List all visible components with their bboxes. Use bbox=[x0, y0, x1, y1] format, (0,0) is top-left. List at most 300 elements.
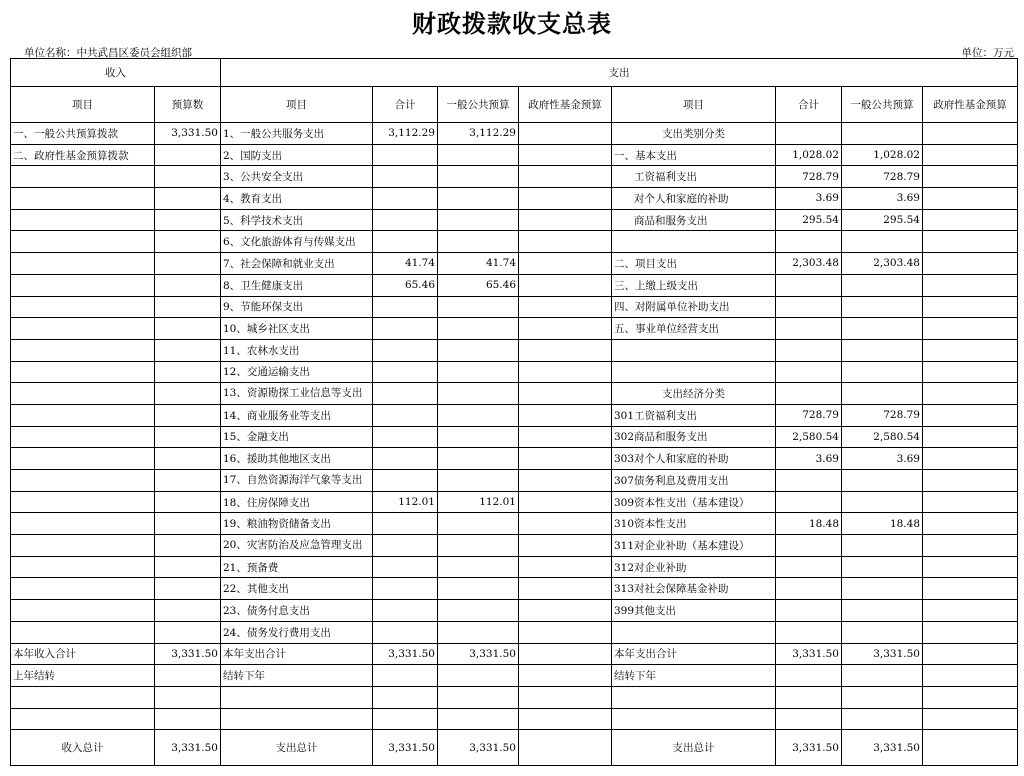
table-cell bbox=[438, 686, 519, 708]
table-cell bbox=[155, 470, 221, 492]
table-cell: 41.74 bbox=[373, 253, 438, 275]
table-cell: 7、社会保障和就业支出 bbox=[221, 253, 373, 275]
table-cell: 3,331.50 bbox=[842, 730, 923, 766]
table-cell bbox=[155, 144, 221, 166]
table-cell bbox=[923, 318, 1018, 340]
table-cell: 二、政府性基金预算拨款 bbox=[11, 144, 155, 166]
table-row bbox=[11, 318, 1018, 340]
table-cell bbox=[11, 253, 155, 275]
table-cell bbox=[842, 686, 923, 708]
table-cell bbox=[923, 730, 1018, 766]
table-cell bbox=[438, 513, 519, 535]
table-cell bbox=[923, 144, 1018, 166]
table-row bbox=[11, 491, 1018, 513]
table-cell bbox=[373, 361, 438, 383]
table-cell bbox=[155, 686, 221, 708]
table-cell bbox=[923, 643, 1018, 665]
table-cell bbox=[438, 600, 519, 622]
table-cell bbox=[923, 535, 1018, 557]
table-row bbox=[11, 730, 1018, 766]
table-cell bbox=[155, 383, 221, 405]
table-cell bbox=[438, 231, 519, 253]
col-header-category-total: 合计 bbox=[776, 87, 842, 123]
table-cell bbox=[519, 253, 612, 275]
table-cell bbox=[155, 556, 221, 578]
table-cell bbox=[438, 621, 519, 643]
table-row bbox=[11, 578, 1018, 600]
table-cell: 19、粮油物资储备支出 bbox=[221, 513, 373, 535]
table-cell: 2,580.54 bbox=[776, 426, 842, 448]
table-cell bbox=[776, 600, 842, 622]
table-cell: 结转下年 bbox=[221, 665, 373, 687]
table-cell bbox=[155, 361, 221, 383]
table-cell: 12、交通运输支出 bbox=[221, 361, 373, 383]
table-cell bbox=[923, 361, 1018, 383]
table-row bbox=[11, 123, 1018, 145]
table-cell: 312对企业补助 bbox=[612, 556, 776, 578]
table-cell bbox=[842, 470, 923, 492]
table-cell bbox=[519, 578, 612, 600]
table-cell bbox=[923, 621, 1018, 643]
table-row bbox=[11, 556, 1018, 578]
table-cell: 307债务利息及费用支出 bbox=[612, 470, 776, 492]
table-cell: 3,331.50 bbox=[438, 643, 519, 665]
table-cell bbox=[612, 708, 776, 730]
table-cell bbox=[11, 188, 155, 210]
table-cell bbox=[519, 426, 612, 448]
table-cell bbox=[842, 578, 923, 600]
col-header-category-general: 一般公共预算 bbox=[842, 87, 923, 123]
table-cell bbox=[373, 296, 438, 318]
table-row bbox=[11, 448, 1018, 470]
table-cell bbox=[11, 383, 155, 405]
table-cell: 支出类别分类 bbox=[612, 123, 776, 145]
table-cell bbox=[519, 491, 612, 513]
table-cell bbox=[923, 339, 1018, 361]
table-cell: 3,112.29 bbox=[438, 123, 519, 145]
table-cell: 工资福利支出 bbox=[612, 166, 776, 188]
table-cell bbox=[519, 274, 612, 296]
col-header-category-item: 项目 bbox=[612, 87, 776, 123]
table-cell: 3,331.50 bbox=[155, 730, 221, 766]
expense-header: 支出 bbox=[221, 59, 1018, 87]
table-cell: 301工资福利支出 bbox=[612, 404, 776, 426]
table-cell bbox=[519, 361, 612, 383]
table-cell bbox=[11, 361, 155, 383]
table-cell bbox=[923, 686, 1018, 708]
table-cell bbox=[11, 513, 155, 535]
table-cell bbox=[155, 513, 221, 535]
page-title: 财政拨款收支总表 bbox=[412, 9, 612, 38]
table-cell: 5、科学技术支出 bbox=[221, 209, 373, 231]
table-cell bbox=[11, 404, 155, 426]
table-cell bbox=[11, 600, 155, 622]
table-cell bbox=[776, 665, 842, 687]
table-cell bbox=[776, 686, 842, 708]
table-row bbox=[11, 253, 1018, 275]
table-cell bbox=[842, 665, 923, 687]
table-row bbox=[11, 621, 1018, 643]
table-cell bbox=[373, 209, 438, 231]
table-cell: 3.69 bbox=[776, 188, 842, 210]
table-row bbox=[11, 274, 1018, 296]
table-cell bbox=[373, 339, 438, 361]
table-cell: 支出总计 bbox=[612, 730, 776, 766]
table-cell: 15、金融支出 bbox=[221, 426, 373, 448]
table-cell bbox=[842, 339, 923, 361]
col-header-income-item: 项目 bbox=[11, 87, 155, 123]
table-cell bbox=[438, 448, 519, 470]
table-cell bbox=[519, 621, 612, 643]
table-cell bbox=[438, 383, 519, 405]
table-row bbox=[11, 426, 1018, 448]
table-cell: 2、国防支出 bbox=[221, 144, 373, 166]
table-cell bbox=[519, 665, 612, 687]
table-row bbox=[11, 600, 1018, 622]
table-cell bbox=[519, 339, 612, 361]
table-row bbox=[11, 470, 1018, 492]
table-cell: 24、债务发行费用支出 bbox=[221, 621, 373, 643]
table-cell: 310资本性支出 bbox=[612, 513, 776, 535]
table-cell bbox=[438, 188, 519, 210]
table-cell: 4、教育支出 bbox=[221, 188, 373, 210]
table-cell bbox=[519, 144, 612, 166]
table-cell: 728.79 bbox=[776, 166, 842, 188]
table-cell bbox=[373, 513, 438, 535]
table-cell bbox=[11, 491, 155, 513]
table-cell bbox=[612, 686, 776, 708]
table-cell bbox=[776, 708, 842, 730]
table-cell bbox=[373, 665, 438, 687]
table-cell bbox=[923, 600, 1018, 622]
table-cell bbox=[923, 556, 1018, 578]
table-cell bbox=[11, 621, 155, 643]
table-cell: 303对个人和家庭的补助 bbox=[612, 448, 776, 470]
table-cell bbox=[11, 318, 155, 340]
table-cell bbox=[155, 448, 221, 470]
table-cell bbox=[842, 296, 923, 318]
table-cell bbox=[155, 253, 221, 275]
header-row-2 bbox=[11, 87, 1018, 123]
table-cell bbox=[11, 686, 155, 708]
table-row bbox=[11, 686, 1018, 708]
table-cell bbox=[11, 556, 155, 578]
table-cell bbox=[842, 621, 923, 643]
table-cell: 112.01 bbox=[373, 491, 438, 513]
unit-label: 单位：万元 bbox=[961, 47, 1014, 59]
table-cell bbox=[373, 231, 438, 253]
table-cell bbox=[923, 665, 1018, 687]
table-cell bbox=[923, 209, 1018, 231]
table-cell bbox=[373, 144, 438, 166]
table-cell bbox=[155, 318, 221, 340]
table-cell: 3,331.50 bbox=[155, 123, 221, 145]
table-cell bbox=[519, 296, 612, 318]
table-cell bbox=[519, 708, 612, 730]
table-cell bbox=[612, 339, 776, 361]
table-cell bbox=[842, 361, 923, 383]
table-cell bbox=[842, 274, 923, 296]
table-cell bbox=[923, 296, 1018, 318]
table-cell: 20、灾害防治及应急管理支出 bbox=[221, 535, 373, 557]
table-cell: 18、住房保障支出 bbox=[221, 491, 373, 513]
col-header-total: 合计 bbox=[373, 87, 438, 123]
table-cell bbox=[11, 448, 155, 470]
table-cell bbox=[519, 231, 612, 253]
table-cell: 295.54 bbox=[842, 209, 923, 231]
table-cell bbox=[842, 600, 923, 622]
table-cell bbox=[373, 318, 438, 340]
table-row bbox=[11, 166, 1018, 188]
table-cell: 五、事业单位经营支出 bbox=[612, 318, 776, 340]
table-cell bbox=[11, 274, 155, 296]
income-header: 收入 bbox=[11, 59, 221, 87]
table-cell: 309资本性支出（基本建设） bbox=[612, 491, 776, 513]
table-cell bbox=[155, 296, 221, 318]
table-cell: 本年支出合计 bbox=[612, 643, 776, 665]
table-cell bbox=[438, 166, 519, 188]
table-cell bbox=[438, 404, 519, 426]
table-cell bbox=[373, 448, 438, 470]
table-row bbox=[11, 708, 1018, 730]
table-row bbox=[11, 361, 1018, 383]
table-cell bbox=[155, 491, 221, 513]
table-cell bbox=[373, 708, 438, 730]
col-header-budget: 预算数 bbox=[155, 87, 221, 123]
table-cell: 112.01 bbox=[438, 491, 519, 513]
table-cell bbox=[519, 188, 612, 210]
table-cell bbox=[842, 123, 923, 145]
table-cell: 3、公共安全支出 bbox=[221, 166, 373, 188]
table-cell: 728.79 bbox=[776, 404, 842, 426]
table-cell bbox=[373, 686, 438, 708]
table-cell bbox=[776, 578, 842, 600]
unit-name: 单位名称：中共武昌区委员会组织部 bbox=[24, 47, 192, 59]
table-cell bbox=[923, 513, 1018, 535]
table-cell: 3.69 bbox=[842, 448, 923, 470]
table-cell bbox=[519, 643, 612, 665]
table-cell: 对个人和家庭的补助 bbox=[612, 188, 776, 210]
table-cell bbox=[776, 296, 842, 318]
table-cell bbox=[155, 188, 221, 210]
col-header-general-budget: 一般公共预算 bbox=[438, 87, 519, 123]
table-cell bbox=[373, 470, 438, 492]
table-cell bbox=[373, 535, 438, 557]
budget-table bbox=[10, 58, 1018, 766]
table-cell bbox=[438, 426, 519, 448]
table-cell bbox=[155, 600, 221, 622]
table-cell: 23、债务付息支出 bbox=[221, 600, 373, 622]
table-cell bbox=[438, 144, 519, 166]
table-cell bbox=[155, 274, 221, 296]
table-cell bbox=[519, 470, 612, 492]
table-row bbox=[11, 339, 1018, 361]
table-cell bbox=[11, 426, 155, 448]
table-cell bbox=[373, 166, 438, 188]
table-cell bbox=[519, 448, 612, 470]
table-row bbox=[11, 144, 1018, 166]
table-row bbox=[11, 296, 1018, 318]
table-cell: 295.54 bbox=[776, 209, 842, 231]
table-cell bbox=[438, 361, 519, 383]
table-cell: 65.46 bbox=[373, 274, 438, 296]
table-cell bbox=[612, 231, 776, 253]
table-cell bbox=[842, 556, 923, 578]
table-cell bbox=[11, 578, 155, 600]
table-cell: 728.79 bbox=[842, 404, 923, 426]
table-cell bbox=[519, 730, 612, 766]
table-cell: 41.74 bbox=[438, 253, 519, 275]
table-cell: 313对社会保障基金补助 bbox=[612, 578, 776, 600]
table-row bbox=[11, 665, 1018, 687]
table-cell bbox=[923, 231, 1018, 253]
table-cell bbox=[519, 513, 612, 535]
table-cell: 收入总计 bbox=[11, 730, 155, 766]
table-cell bbox=[11, 339, 155, 361]
table-cell: 18.48 bbox=[842, 513, 923, 535]
table-cell bbox=[155, 535, 221, 557]
table-cell: 6、文化旅游体育与传媒支出 bbox=[221, 231, 373, 253]
table-cell: 18.48 bbox=[776, 513, 842, 535]
table-cell bbox=[438, 296, 519, 318]
table-cell bbox=[438, 665, 519, 687]
table-cell bbox=[923, 383, 1018, 405]
table-cell bbox=[155, 708, 221, 730]
table-cell: 结转下年 bbox=[612, 665, 776, 687]
table-cell bbox=[519, 318, 612, 340]
table-cell bbox=[438, 318, 519, 340]
table-cell: 10、城乡社区支出 bbox=[221, 318, 373, 340]
table-cell bbox=[519, 404, 612, 426]
table-cell: 3,331.50 bbox=[373, 643, 438, 665]
table-cell bbox=[519, 600, 612, 622]
table-cell bbox=[155, 166, 221, 188]
table-row bbox=[11, 643, 1018, 665]
table-cell bbox=[776, 621, 842, 643]
table-cell bbox=[155, 209, 221, 231]
table-cell bbox=[519, 556, 612, 578]
col-header-gov-fund-budget: 政府性基金预算 bbox=[519, 87, 612, 123]
table-cell: 支出经济分类 bbox=[612, 383, 776, 405]
table-cell: 728.79 bbox=[842, 166, 923, 188]
table-cell: 三、上缴上级支出 bbox=[612, 274, 776, 296]
table-cell bbox=[776, 231, 842, 253]
table-cell: 3.69 bbox=[776, 448, 842, 470]
table-cell bbox=[155, 578, 221, 600]
table-cell bbox=[842, 318, 923, 340]
table-cell bbox=[776, 318, 842, 340]
table-cell bbox=[155, 231, 221, 253]
table-cell bbox=[11, 209, 155, 231]
table-cell bbox=[842, 231, 923, 253]
table-cell bbox=[373, 556, 438, 578]
table-cell bbox=[923, 426, 1018, 448]
table-cell: 3.69 bbox=[842, 188, 923, 210]
table-cell bbox=[438, 556, 519, 578]
table-cell bbox=[11, 166, 155, 188]
table-row bbox=[11, 188, 1018, 210]
table-cell: 311对企业补助（基本建设） bbox=[612, 535, 776, 557]
table-cell: 1,028.02 bbox=[776, 144, 842, 166]
table-cell bbox=[519, 166, 612, 188]
table-cell: 3,112.29 bbox=[373, 123, 438, 145]
table-cell bbox=[776, 339, 842, 361]
table-cell bbox=[923, 491, 1018, 513]
table-cell: 14、商业服务业等支出 bbox=[221, 404, 373, 426]
table-row bbox=[11, 209, 1018, 231]
table-cell: 11、农林水支出 bbox=[221, 339, 373, 361]
table-cell: 商品和服务支出 bbox=[612, 209, 776, 231]
table-cell: 四、对附属单位补助支出 bbox=[612, 296, 776, 318]
table-cell: 支出总计 bbox=[221, 730, 373, 766]
table-cell bbox=[923, 123, 1018, 145]
table-cell bbox=[11, 470, 155, 492]
table-cell bbox=[155, 665, 221, 687]
table-cell: 16、援助其他地区支出 bbox=[221, 448, 373, 470]
table-cell bbox=[842, 708, 923, 730]
header-row-1 bbox=[11, 59, 1018, 87]
table-cell: 一、一般公共预算拨款 bbox=[11, 123, 155, 145]
table-cell bbox=[221, 686, 373, 708]
table-row bbox=[11, 404, 1018, 426]
table-cell bbox=[155, 404, 221, 426]
table-cell: 3,331.50 bbox=[842, 643, 923, 665]
table-row bbox=[11, 513, 1018, 535]
table-cell bbox=[776, 491, 842, 513]
table-cell: 21、预备费 bbox=[221, 556, 373, 578]
table-cell bbox=[438, 470, 519, 492]
table-cell bbox=[776, 535, 842, 557]
table-cell bbox=[923, 578, 1018, 600]
table-cell bbox=[923, 470, 1018, 492]
table-cell bbox=[438, 209, 519, 231]
table-cell: 2,303.48 bbox=[842, 253, 923, 275]
table-cell bbox=[438, 578, 519, 600]
table-cell: 65.46 bbox=[438, 274, 519, 296]
table-cell: 22、其他支出 bbox=[221, 578, 373, 600]
table-cell: 1、一般公共服务支出 bbox=[221, 123, 373, 145]
table-cell: 二、项目支出 bbox=[612, 253, 776, 275]
col-header-category-gov-fund: 政府性基金预算 bbox=[923, 87, 1018, 123]
table-cell bbox=[438, 339, 519, 361]
table-cell bbox=[923, 708, 1018, 730]
table-cell bbox=[776, 274, 842, 296]
table-cell bbox=[519, 535, 612, 557]
table-cell bbox=[842, 383, 923, 405]
table-cell bbox=[373, 188, 438, 210]
table-row bbox=[11, 231, 1018, 253]
table-cell bbox=[373, 621, 438, 643]
table-cell bbox=[519, 209, 612, 231]
table-cell bbox=[842, 491, 923, 513]
table-cell bbox=[923, 253, 1018, 275]
table-cell: 302商品和服务支出 bbox=[612, 426, 776, 448]
table-row bbox=[11, 383, 1018, 405]
col-header-expense-item: 项目 bbox=[221, 87, 373, 123]
table-cell: 1,028.02 bbox=[842, 144, 923, 166]
table-cell bbox=[373, 404, 438, 426]
table-cell bbox=[923, 448, 1018, 470]
table-cell bbox=[373, 578, 438, 600]
table-cell: 本年收入合计 bbox=[11, 643, 155, 665]
table-cell bbox=[519, 123, 612, 145]
table-cell bbox=[923, 166, 1018, 188]
table-cell bbox=[923, 188, 1018, 210]
table-cell: 2,580.54 bbox=[842, 426, 923, 448]
table-cell bbox=[776, 361, 842, 383]
table-cell bbox=[11, 296, 155, 318]
table-cell bbox=[776, 470, 842, 492]
